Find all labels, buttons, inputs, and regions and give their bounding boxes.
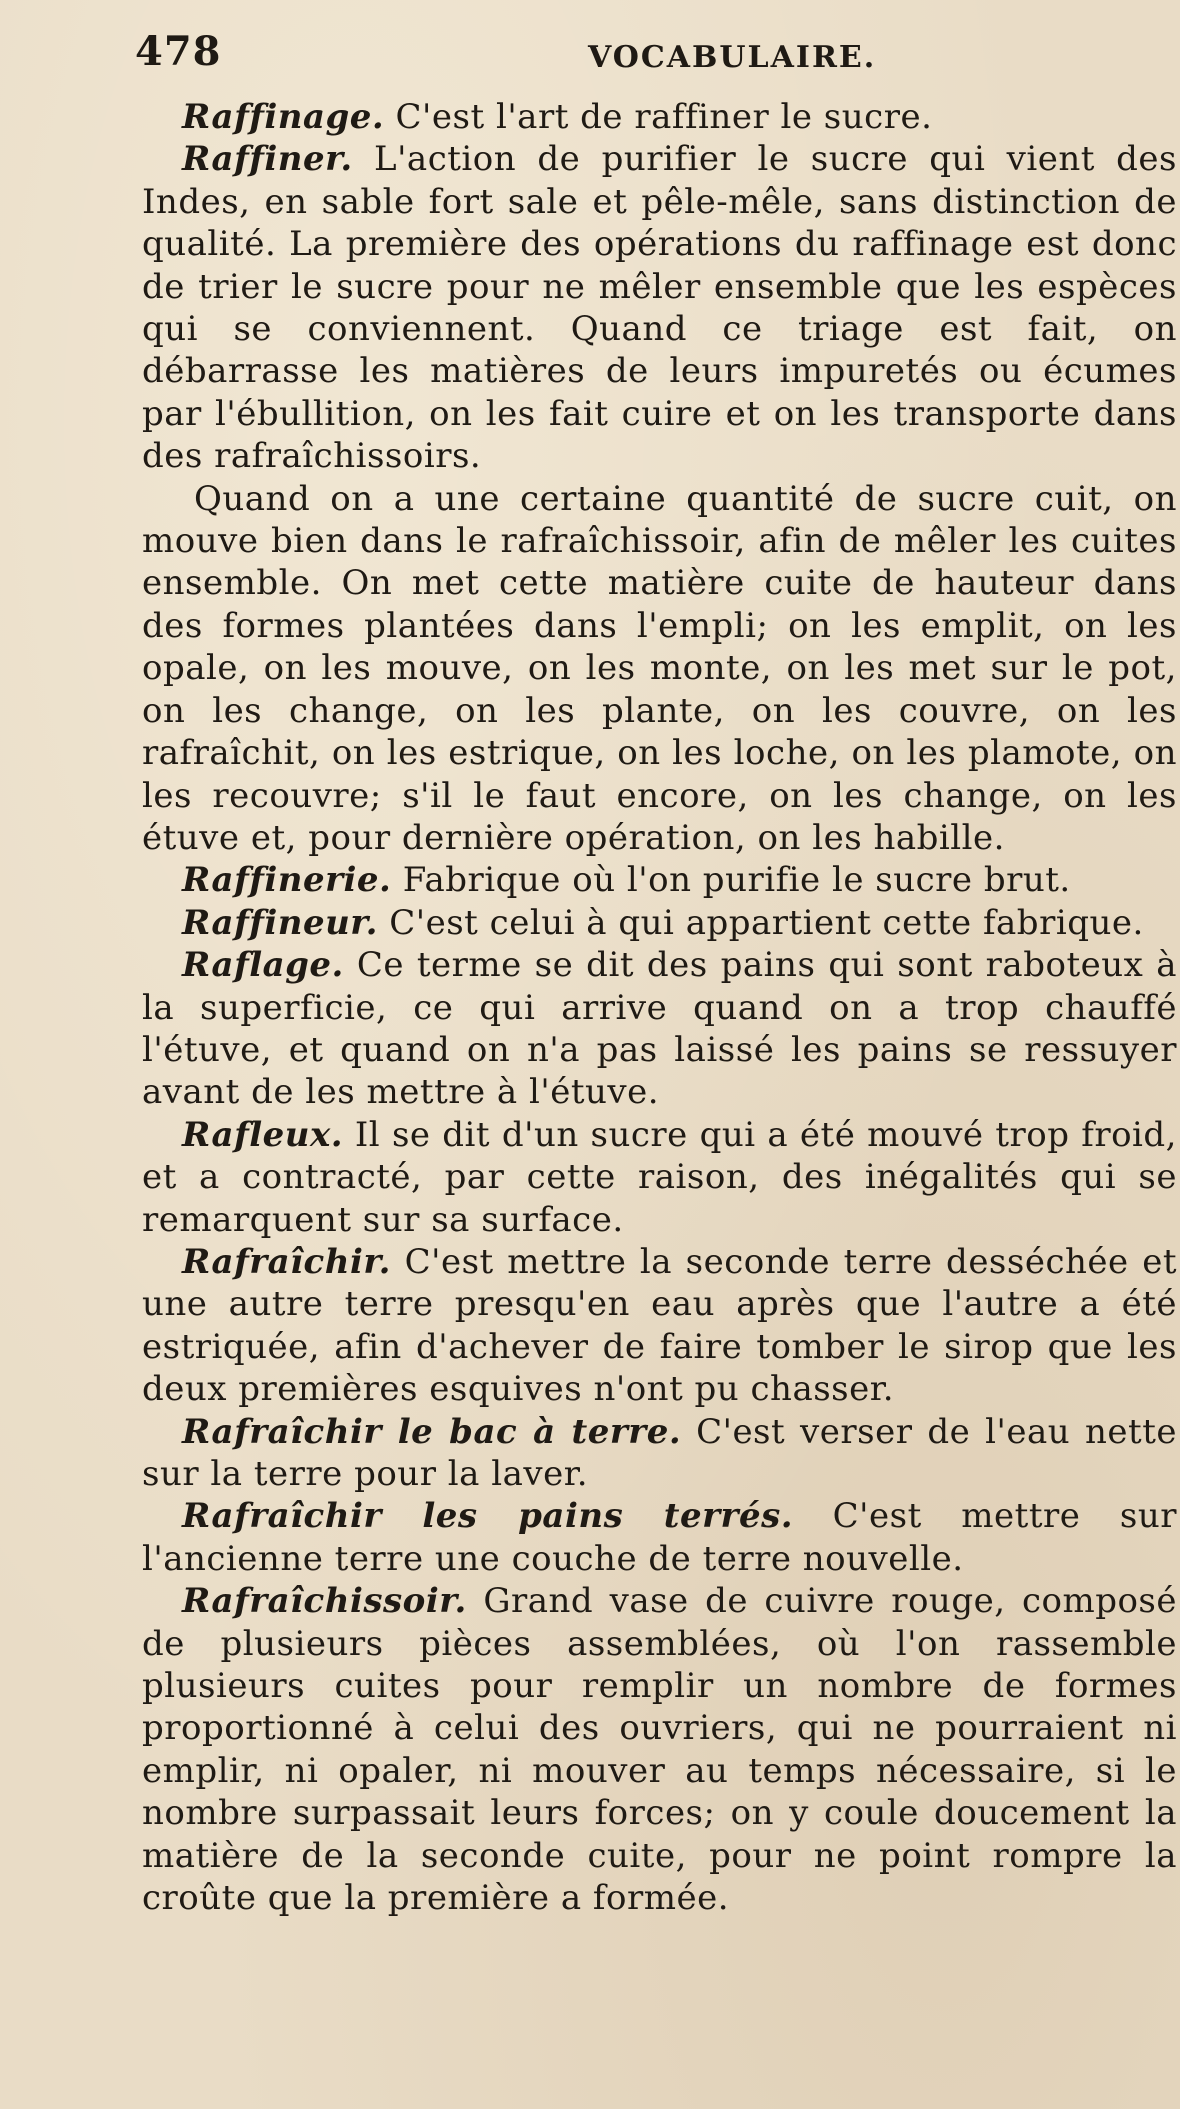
- entry-rafraichir: [142, 1241, 1177, 1411]
- entry-raffinerie: [142, 859, 1177, 901]
- vocabulary-text: [142, 96, 1177, 1919]
- entry-rafraichir-les-pains: [142, 1495, 1177, 1580]
- entry-definition: Ce terme se dit des pains qui sont raboteux à la superficie, ce qui arrive quand on a trop chauffé l'étuve, et quand on n'a pas laissé les pains se ressuyer avant de les mettre à l'étuve.: [142, 945, 1177, 1113]
- entry-definition: C'est mettre la seconde terre desséchée et une autre terre presqu'en eau après que l'autre a été estriquée, afin d'achever de faire tomber le sirop que les deux premières esquives n'ont pu chasser.: [142, 1241, 1177, 1410]
- page-number: 478: [135, 28, 222, 75]
- entry-term: Raflage.: [182, 945, 344, 986]
- entry-term: Rafraîchir.: [182, 1241, 392, 1282]
- entry-definition: C'est verser de l'eau nette sur la terre pour la laver.: [142, 1411, 1177, 1494]
- entry-raffinage: [142, 96, 1177, 138]
- entry-definition: Grand vase de cuivre rouge, composé de plusieurs pièces assemblées, où l'on rassemble plusieurs cuites pour remplir un nombre de formes proportionné à celui des ouvriers, qui ne pourraient ni emplir, ni opaler, ni mouver au temps nécessaire, si le nombre surpassait leurs forces; on y coule doucement la matière de la seconde cuite, pour ne point rompre la croûte que la première a formée.: [142, 1581, 1177, 1919]
- entry-definition: C'est celui à qui appartient cette fabrique.: [389, 902, 1144, 943]
- entry-term: Rafleux.: [182, 1114, 344, 1155]
- entry-term: Rafraîchir le bac à terre.: [182, 1411, 682, 1452]
- running-head: VOCABULAIRE.: [588, 40, 877, 75]
- entry-raffiner: [142, 138, 1177, 477]
- entry-definition: L'action de purifier le sucre qui vient des Indes, en sable fort sale et pêle-mêle, sans distinction de qualité. La première des opérations du raffinage est donc de trier le sucre pour ne mêler ensemble que les espèces qui se conviennent. Quand ce triage est fait, on débarrasse les matières de leurs impuretés ou écumes par l'ébullition, on les fait cuire et on les transporte dans des rafraîchissoirs.: [142, 139, 1177, 477]
- entry-term: Rafraîchir les pains terrés.: [182, 1496, 794, 1537]
- entry-raflage: [142, 944, 1177, 1114]
- entry-rafraichissoir: [142, 1580, 1177, 1919]
- entry-raffiner-continued: [142, 478, 1177, 860]
- entry-definition: Il se dit d'un sucre qui a été mouvé trop froid, et a contracté, par cette raison, des inégalités qui se remarquent sur sa surface.: [142, 1114, 1177, 1240]
- entry-term: Raffinage.: [182, 97, 385, 137]
- entry-rafraichir-le-bac: [142, 1411, 1177, 1496]
- entry-rafleux: [142, 1114, 1177, 1241]
- entry-definition: C'est l'art de raffiner le sucre.: [395, 97, 933, 137]
- entry-term: Raffinerie.: [182, 860, 392, 901]
- entry-term: Raffineur.: [182, 902, 378, 943]
- entry-definition: Fabrique où l'on purifie le sucre brut.: [402, 860, 1071, 901]
- entry-definition: C'est mettre sur l'ancienne terre une couche de terre nouvelle.: [142, 1496, 1178, 1579]
- entry-raffineur: [142, 902, 1177, 944]
- entry-definition: Quand on a une certaine quantité de sucre cuit, on mouve bien dans le rafraîchissoir, afin de mêler les cuites ensemble. On met cette matière cuite de hauteur dans des formes plantées dans l'empli; on les emplit, on les opale, on les mouve, on les monte, on les met sur le pot, on les change, on les plante, on les couvre, on les rafraîchit, on les estrique, on les loche, on les plamote, on les recouvre; s'il le faut encore, on les change, on les étuve et, pour dernière opération, on les habille.: [142, 478, 1177, 858]
- entry-term: Raffiner.: [182, 139, 353, 180]
- entry-term: Rafraîchissoir.: [182, 1581, 467, 1622]
